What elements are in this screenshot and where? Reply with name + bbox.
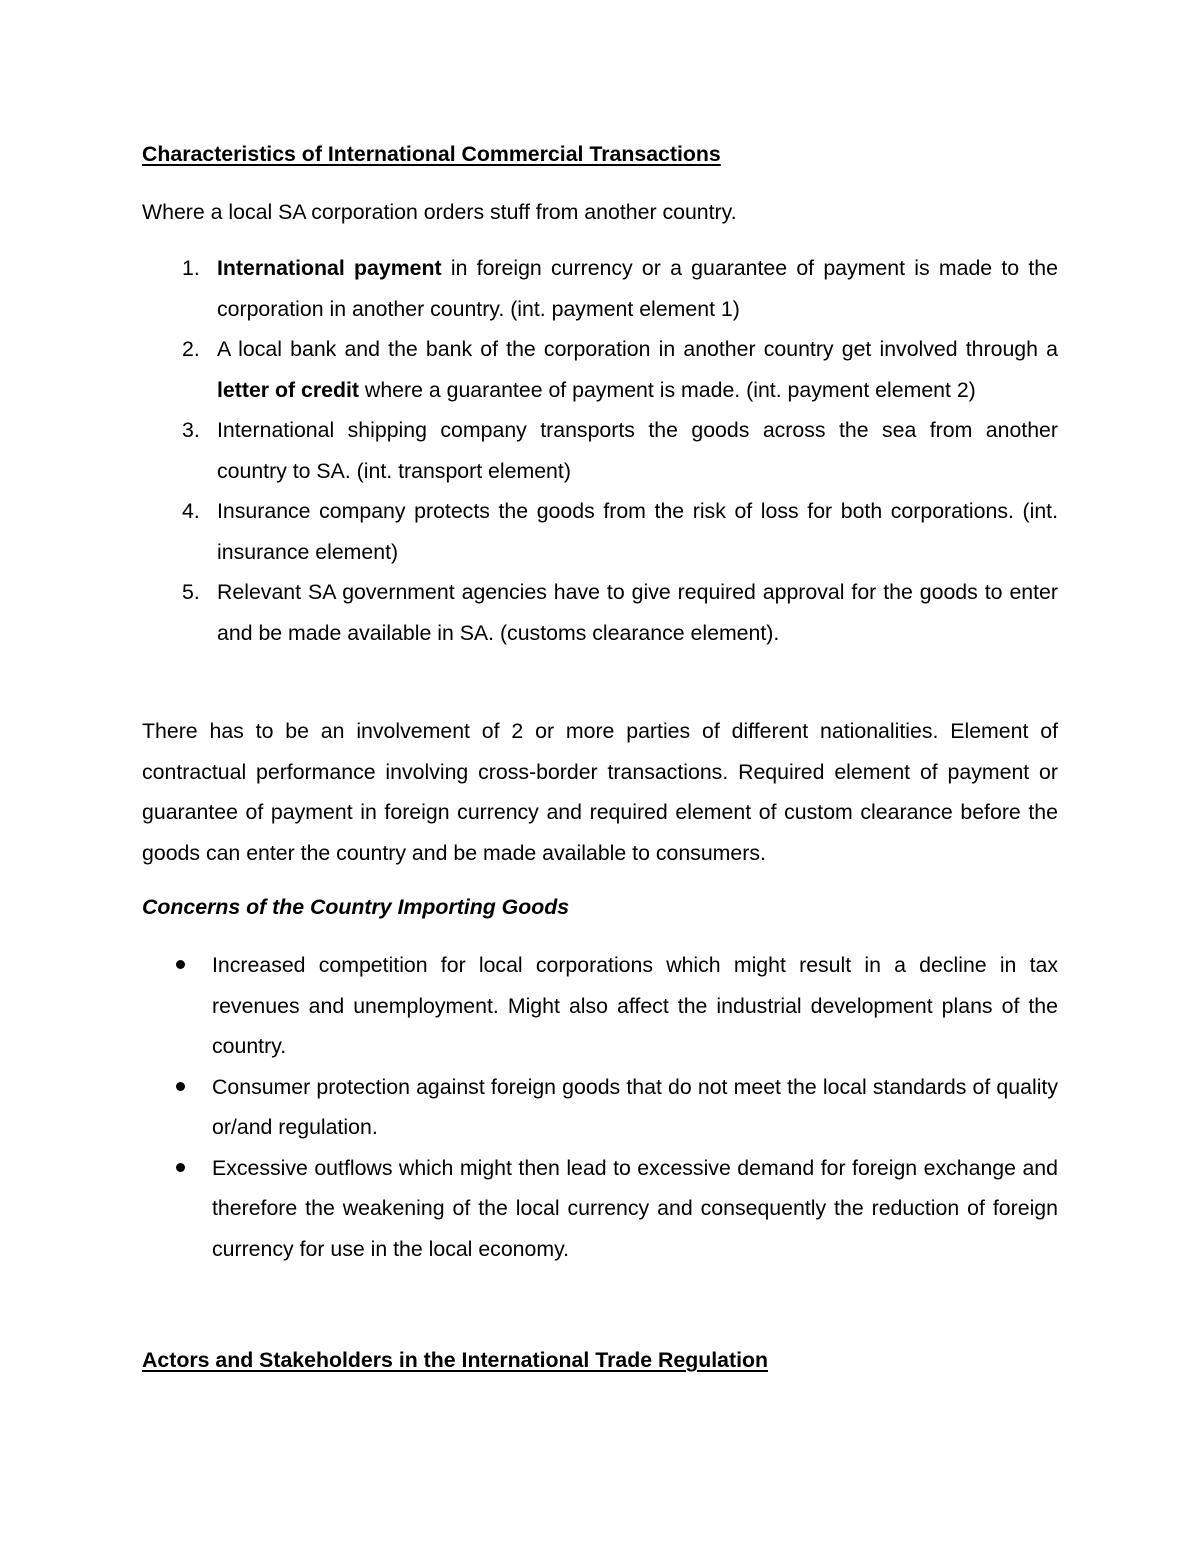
concerns-list xyxy=(142,945,1058,1269)
list-item xyxy=(142,1148,1058,1270)
list-item xyxy=(142,491,1058,572)
section-heading-actors: Actors and Stakeholders in the International Trade Regulation xyxy=(142,1348,769,1372)
summary-paragraph: There has to be an involvement of 2 or more parties of different nationalities. Element of contractual performance involving cross-border transactions. Required element of payment or guarantee of payment in foreign currency and required element of custom clearance before the goods can enter the country and be made available to consumers. xyxy=(142,719,1058,865)
list-item xyxy=(142,248,1058,329)
list-item xyxy=(142,1067,1058,1148)
bold-term: International payment xyxy=(217,256,442,280)
section-heading-concerns: Concerns of the Country Importing Goods xyxy=(142,895,570,919)
list-item-text: Excessive outflows which might then lead to excessive demand for foreign exchange and therefore the weakening of the local currency and consequently the reduction of foreign currency for use in the local economy. xyxy=(212,1155,1058,1261)
bullet-icon xyxy=(176,960,185,969)
list-item-text: Increased competition for local corporations which might result in a decline in tax revenues and unemployment. Might also affect the industrial development plans of the country. xyxy=(212,953,1058,1058)
list-item xyxy=(142,410,1058,491)
list-item-text: Consumer protection against foreign goods that do not meet the local standards of quality or/and regulation. xyxy=(212,1074,1058,1139)
list-item xyxy=(142,572,1058,653)
list-item-text: A local bank and the bank of the corporation in another country get involved through a xyxy=(217,337,1058,361)
section-heading-characteristics: Characteristics of International Commercial Transactions xyxy=(142,142,721,166)
list-number: 4. xyxy=(182,499,200,523)
list-item-text: Insurance company protects the goods from the risk of loss for both corporations. (int. insurance element) xyxy=(217,499,1058,564)
list-number: 5. xyxy=(182,580,200,604)
characteristics-list xyxy=(142,248,1058,653)
list-item-text: where a guarantee of payment is made. (int. payment element 2) xyxy=(359,377,976,402)
list-number: 3. xyxy=(182,418,200,442)
list-item-text: in foreign currency or a guarantee of payment is made to the corporation in another country. (int. payment element 1) xyxy=(217,256,1058,321)
intro-text: Where a local SA corporation orders stuff from another country. xyxy=(142,200,737,224)
list-item xyxy=(142,329,1058,410)
bold-term: letter of credit xyxy=(217,377,360,402)
list-item-text: International shipping company transports the goods across the sea from another country to SA. (int. transport element) xyxy=(217,418,1058,483)
list-item-text: Relevant SA government agencies have to give required approval for the goods to enter and be made available in SA. (customs clearance element). xyxy=(217,580,1058,645)
bullet-icon xyxy=(176,1163,185,1172)
list-number: 2. xyxy=(182,337,200,361)
list-number: 1. xyxy=(182,256,200,280)
bullet-icon xyxy=(176,1082,185,1091)
list-item xyxy=(142,945,1058,1067)
